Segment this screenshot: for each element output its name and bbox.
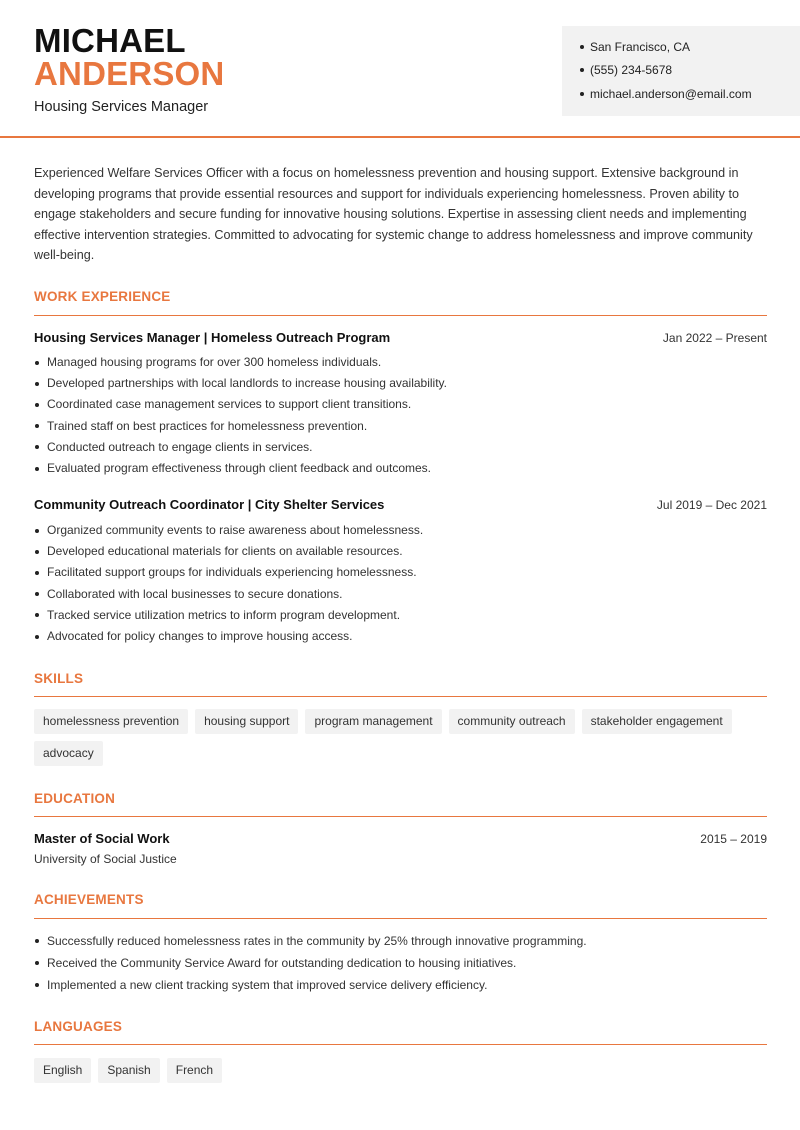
bullet-icon [35,403,39,407]
language-tag: Spanish [98,1058,159,1083]
email-text: michael.anderson@email.com [590,87,752,101]
section-title-skills: SKILLS [34,671,84,686]
list-item: Facilitated support groups for individuals experiencing homelessness. [34,562,767,583]
job-header [34,497,767,512]
skill-tag: stakeholder engagement [582,709,732,734]
section-title-languages: LANGUAGES [34,1019,123,1034]
first-name: MICHAEL [34,22,186,59]
job-dates: Jan 2022 – Present [662,331,767,345]
bullet-icon [35,550,39,554]
languages-list [34,1058,767,1090]
bullet-icon [580,45,584,49]
bullet-icon [35,961,39,965]
list-item: Collaborated with local businesses to secure donations. [34,584,767,605]
bullet-icon [35,424,39,428]
list-item: Developed educational materials for clients on available resources. [34,541,767,562]
list-item: Conducted outreach to engage clients in services. [34,437,767,458]
list-item: Trained staff on best practices for homelessness prevention. [34,416,767,437]
list-item: Implemented a new client tracking system that improved service delivery efficiency. [34,974,767,996]
bullet-icon [35,467,39,471]
bullet-icon [580,92,584,96]
list-item: Received the Community Service Award for outstanding dedication to housing initiatives. [34,952,767,974]
skill-tag: homelessness prevention [34,709,188,734]
contact-box [562,26,800,116]
job-role: Housing Services Manager | Homeless Outreach Program [34,330,391,345]
language-tag: French [167,1058,222,1083]
last-name: ANDERSON [34,55,225,92]
bullet-icon [580,68,584,72]
education-header [34,831,767,846]
section-divider [34,1044,767,1045]
list-item: Evaluated program effectiveness through client feedback and outcomes. [34,458,767,479]
phone-text: (555) 234-5678 [590,63,673,77]
summary-paragraph: Experienced Welfare Services Officer with a focus on homelessness prevention and housing support. Extensive background in developing programs that provide essential resources and support for individuals experiencing homelessness. Proven ability to engage stakeholders and secure funding for innovative housing solutions. Expertise in assessing client needs and implementing effective intervention strategies. Committed to advocating for systemic change to address homelessness and improve community well-being. [34,166,753,262]
job-role: Community Outreach Coordinator | City Shelter Services [34,497,385,512]
contact-location [580,40,690,54]
contact-phone [580,63,672,77]
list-item: Coordinated case management services to support client transitions. [34,394,767,415]
bullet-icon [35,529,39,533]
job-title: Housing Services Manager [34,99,209,115]
bullet-icon [35,939,39,943]
contact-email [580,87,752,101]
bullet-icon [35,592,39,596]
bullet-icon [35,983,39,987]
job-bullets [34,352,767,479]
job-dates: Jul 2019 – Dec 2021 [656,498,767,512]
bullet-icon [35,445,39,449]
bullet-icon [35,361,39,365]
skill-tag: housing support [195,709,298,734]
language-tag: English [34,1058,91,1083]
skills-list [34,709,767,773]
bullet-icon [35,382,39,386]
bullet-icon [35,571,39,575]
list-item: Organized community events to raise awareness about homelessness. [34,520,767,541]
list-item: Managed housing programs for over 300 homeless individuals. [34,352,767,373]
degree-name: Master of Social Work [34,831,170,846]
section-divider [34,918,767,919]
section-divider [34,816,767,817]
skill-tag: advocacy [34,741,103,766]
bullet-icon [35,635,39,639]
skill-tag: program management [305,709,441,734]
list-item: Successfully reduced homelessness rates in the community by 25% through innovative programming. [34,930,767,952]
education-dates: 2015 – 2019 [700,832,767,846]
section-title-work: WORK EXPERIENCE [34,289,171,304]
section-divider [34,315,767,316]
school-name: University of Social Justice [34,852,177,866]
bullet-icon [35,613,39,617]
location-text: San Francisco, CA [590,40,691,54]
achievements-list [34,930,767,996]
section-title-education: EDUCATION [34,791,116,806]
list-item: Tracked service utilization metrics to inform program development. [34,605,767,626]
job-header [34,330,767,345]
skill-tag: community outreach [449,709,575,734]
resume-header [0,0,800,138]
section-divider [34,696,767,697]
section-title-achievements: ACHIEVEMENTS [34,892,144,907]
list-item: Advocated for policy changes to improve housing access. [34,626,767,647]
job-bullets [34,520,767,647]
list-item: Developed partnerships with local landlords to increase housing availability. [34,373,767,394]
